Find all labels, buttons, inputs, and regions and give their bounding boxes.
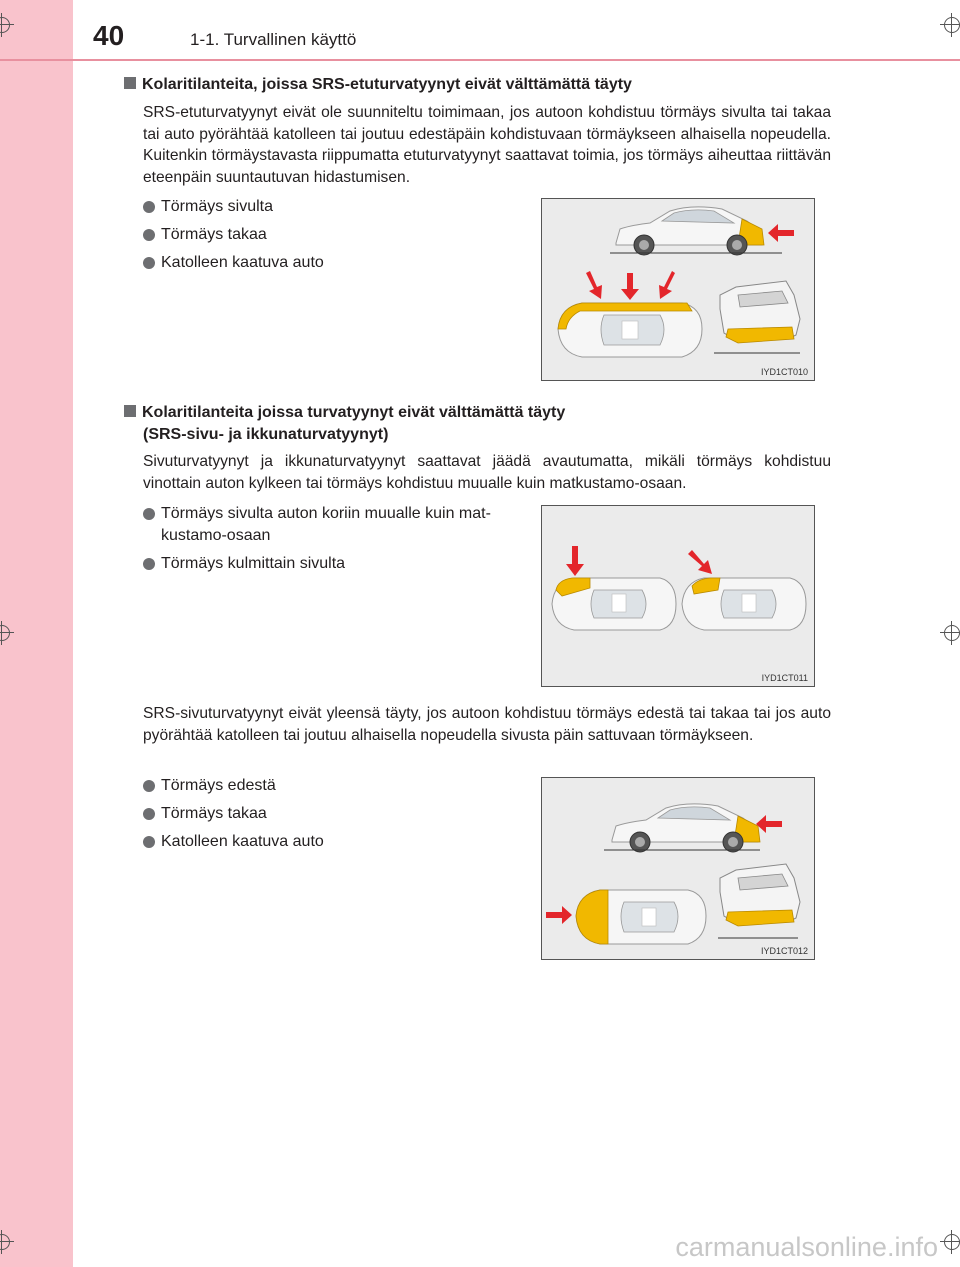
car-top-view-icon [576,890,706,944]
page-number: 40 [93,20,125,51]
registration-mark-icon [0,1230,14,1254]
header-rule [0,59,960,61]
list-item: Törmäys sivulta [143,196,324,218]
car-side-view-icon [610,207,782,255]
list-item: Törmäys edestä [143,775,324,797]
figure-side-airbag-non-deploy [541,777,815,960]
car-side-view-icon [604,804,760,852]
bullet-dot-icon [143,229,155,241]
registration-mark-icon [0,621,14,645]
bullet-dot-icon [143,780,155,792]
impact-arrow-icon [768,224,794,242]
bullet-dot-icon [143,558,155,570]
bullet-dot-icon [143,808,155,820]
list-item: Törmäys sivulta auton koriin muualle kuin mat-kustamo-osaan [143,503,523,547]
bullet-dot-icon [143,836,155,848]
list-item: Katolleen kaatuva auto [143,252,324,274]
section-heading: Kolaritilanteita joissa turvatyynyt eivät välttämättä täyty (SRS-sivu- ja ikkunaturvatyynyt) [124,402,565,446]
section-heading: Kolaritilanteita, joissa SRS-etuturvatyynyt eivät välttämättä täyty [124,74,632,96]
collision-illustration [542,199,814,380]
registration-mark-icon [0,13,14,37]
bullet-list [143,196,324,280]
bullet-list [143,775,324,859]
section-body: SRS-etuturvatyynyt eivät ole suunniteltu toimimaan, jos autoon kohdistuu törmäys sivulta tai takaa tai auto pyörähtää katolleen tai joutuu edestäpäin kohdistuvaan törmäykseen alhaisella nopeudella. Kuitenkin törmäystavasta riippumatta etuturvatyynyt saattavat toimia, jos törmäys aiheuttaa riittävän eteenpäin suuntautuvan hidastumisen. [143,104,831,186]
downward-arrows-icon [586,271,675,300]
car-top-view-icon [682,578,806,630]
bullet-dot-icon [143,508,155,520]
square-bullet-icon [124,77,136,89]
bullet-dot-icon [143,201,155,213]
list-item: Katolleen kaatuva auto [143,831,324,853]
car-top-view-icon [558,303,702,357]
list-item: Törmäys kulmittain sivulta [143,553,523,575]
rollover-car-icon [718,864,800,938]
collision-illustration [542,778,814,959]
bullet-dot-icon [143,257,155,269]
chapter-title: 1-1. Turvallinen käyttö [190,30,357,49]
registration-mark-icon [940,13,960,37]
figure-code: IYD1CT012 [760,946,808,956]
rollover-car-icon [714,281,800,353]
registration-mark-icon [940,621,960,645]
figure-code: IYD1CT010 [760,367,808,377]
figure-code: IYD1CT011 [761,673,808,683]
watermark: carmanualsonline.info [675,1232,938,1262]
list-item: Törmäys takaa [143,803,324,825]
square-bullet-icon [124,405,136,417]
bullet-list [143,503,523,581]
section-body: SRS-sivuturvatyynyt eivät yleensä täyty, jos autoon kohdistuu törmäys edestä tai takaa tai jos auto pyörähtää katolleen tai joutuu alhaisella nopeudella sivusta päin sattuvaan törmäykseen. [143,705,831,744]
registration-mark-icon [940,1230,960,1254]
section-body: Sivuturvatyynyt ja ikkunaturvatyynyt saattavat jäädä avautumatta, mikäli törmäys kohdistuu vinottain auton kylkeen tai törmäys kohdistuu muualle kuin matkustamo-osaan. [143,453,831,492]
impact-arrow-icon [566,546,712,576]
collision-illustration [542,506,814,686]
figure-frontal-airbag-scenarios [541,198,815,381]
figure-side-airbag-scenarios [541,505,815,687]
car-top-view-icon [552,578,676,630]
list-item: Törmäys takaa [143,224,324,246]
